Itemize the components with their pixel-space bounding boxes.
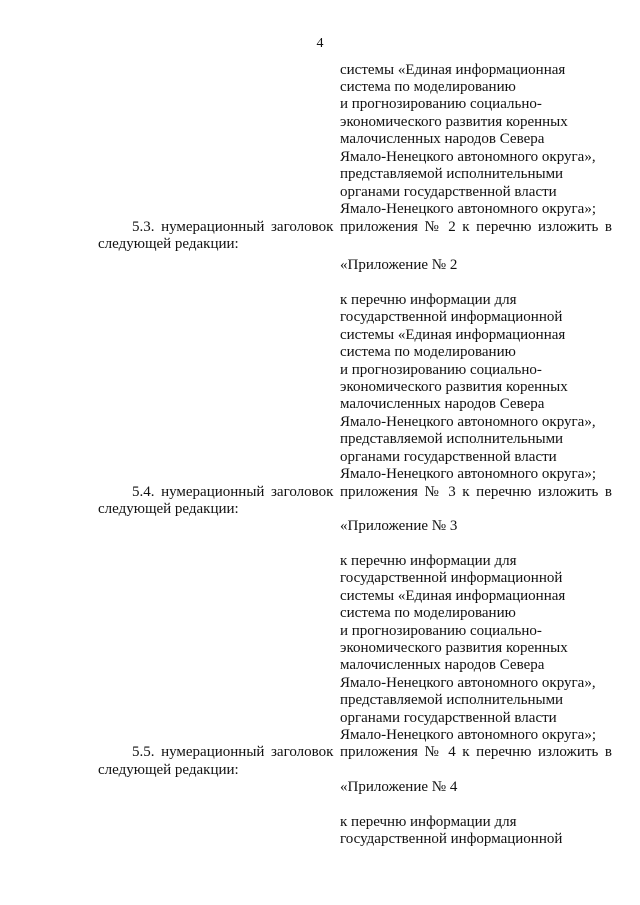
text-line: и прогнозированию социально-	[340, 96, 542, 112]
item-heading-line: следующей редакции:	[98, 762, 239, 778]
item-heading-line: 5.3. нумерационный заголовок приложения № 2 к перечню изложить в	[132, 219, 612, 235]
text-line: системы «Единая информационная	[340, 327, 566, 343]
appendix-title: «Приложение № 4	[340, 779, 458, 795]
text-line: Ямало-Ненецкого автономного округа»;	[340, 466, 597, 482]
appendix-title: «Приложение № 2	[340, 257, 458, 273]
text-line: органами государственной власти	[340, 710, 557, 726]
page-number: 4	[316, 36, 324, 51]
text-line: органами государственной власти	[340, 184, 557, 200]
text-line: Ямало-Ненецкого автономного округа»,	[340, 414, 596, 430]
text-line: представляемой исполнительными	[340, 431, 564, 447]
text-line: Ямало-Ненецкого автономного округа»,	[340, 675, 596, 691]
text-line: и прогнозированию социально-	[340, 362, 542, 378]
text-line: к перечню информации для	[340, 292, 517, 308]
text-line: органами государственной власти	[340, 449, 557, 465]
text-line: малочисленных народов Севера	[340, 657, 545, 673]
text-line: Ямало-Ненецкого автономного округа»,	[340, 149, 596, 165]
text-line: малочисленных народов Севера	[340, 131, 545, 147]
text-line: к перечню информации для	[340, 814, 517, 830]
text-line: представляемой исполнительными	[340, 166, 564, 182]
text-line: экономического развития коренных	[340, 379, 568, 395]
text-line: государственной информационной	[340, 570, 563, 586]
text-line: экономического развития коренных	[340, 640, 568, 656]
text-line: государственной информационной	[340, 831, 563, 847]
text-line: государственной информационной	[340, 309, 563, 325]
text-line: к перечню информации для	[340, 553, 517, 569]
item-heading-line: следующей редакции:	[98, 501, 239, 517]
text-line: экономического развития коренных	[340, 114, 568, 130]
text-line: системы «Единая информационная	[340, 588, 566, 604]
text-line: Ямало-Ненецкого автономного округа»;	[340, 727, 597, 743]
appendix-title: «Приложение № 3	[340, 518, 458, 534]
text-line: система по моделированию	[340, 605, 516, 621]
text-line: малочисленных народов Севера	[340, 396, 545, 412]
text-line: система по моделированию	[340, 79, 516, 95]
text-line: Ямало-Ненецкого автономного округа»;	[340, 201, 597, 217]
item-heading-line: следующей редакции:	[98, 236, 239, 252]
text-line: представляемой исполнительными	[340, 692, 564, 708]
item-heading-line: 5.4. нумерационный заголовок приложения № 3 к перечню изложить в	[132, 484, 612, 500]
text-line: и прогнозированию социально-	[340, 623, 542, 639]
text-line: системы «Единая информационная	[340, 62, 566, 78]
text-line: система по моделированию	[340, 344, 516, 360]
item-heading-line: 5.5. нумерационный заголовок приложения № 4 к перечню изложить в	[132, 744, 612, 760]
